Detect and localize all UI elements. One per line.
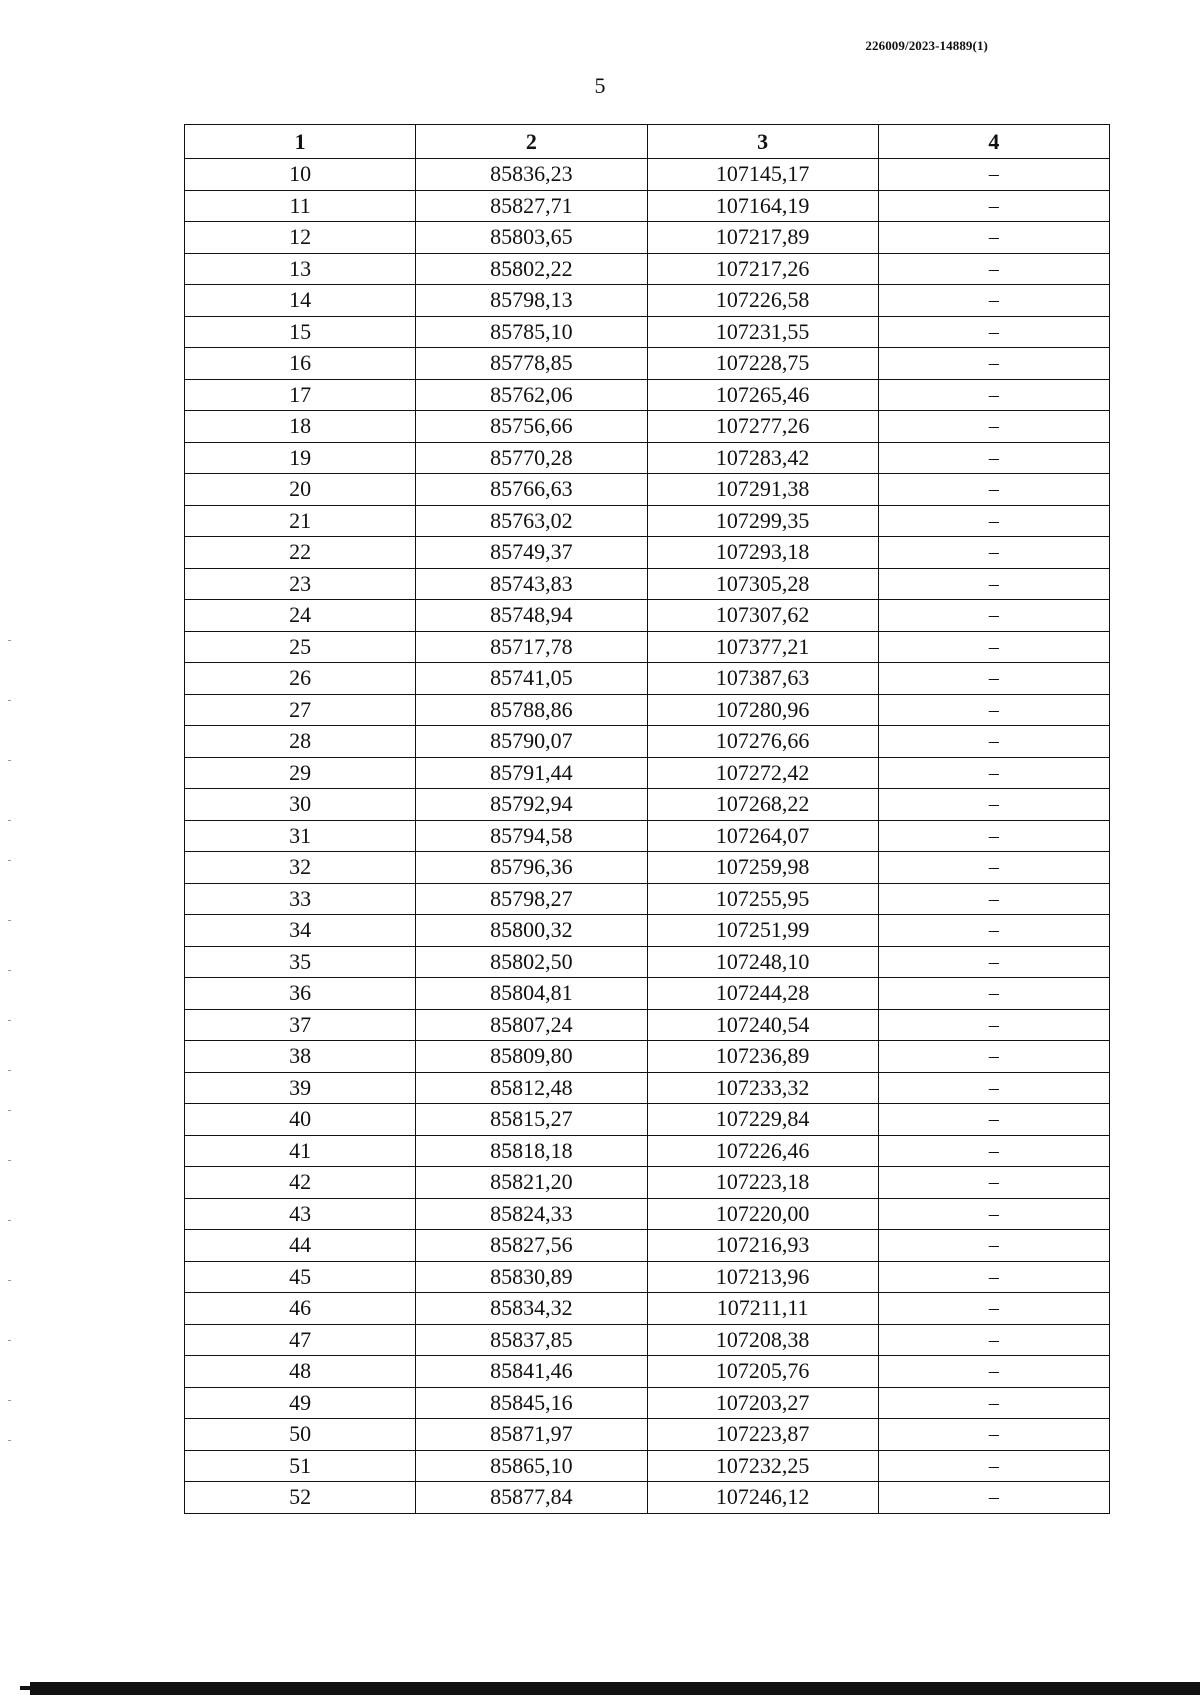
cell-point-number: 49 <box>185 1387 416 1419</box>
table-row <box>185 1261 1110 1293</box>
cell-x-coordinate: 85804,81 <box>416 978 647 1010</box>
cell-x-coordinate: 85791,44 <box>416 757 647 789</box>
scan-dot <box>8 970 11 971</box>
cell-note: – <box>878 600 1109 632</box>
cell-point-number: 18 <box>185 411 416 443</box>
cell-y-coordinate: 107226,58 <box>647 285 878 317</box>
cell-y-coordinate: 107293,18 <box>647 537 878 569</box>
column-header-1: 1 <box>185 125 416 159</box>
cell-y-coordinate: 107233,32 <box>647 1072 878 1104</box>
table-row <box>185 1104 1110 1136</box>
cell-note: – <box>878 883 1109 915</box>
cell-point-number: 19 <box>185 442 416 474</box>
cell-note: – <box>878 1419 1109 1451</box>
cell-point-number: 37 <box>185 1009 416 1041</box>
cell-note: – <box>878 474 1109 506</box>
cell-point-number: 31 <box>185 820 416 852</box>
cell-y-coordinate: 107305,28 <box>647 568 878 600</box>
scan-dot <box>8 1280 11 1281</box>
cell-point-number: 32 <box>185 852 416 884</box>
cell-y-coordinate: 107377,21 <box>647 631 878 663</box>
cell-x-coordinate: 85798,13 <box>416 285 647 317</box>
table-row <box>185 1072 1110 1104</box>
cell-note: – <box>878 663 1109 695</box>
cell-x-coordinate: 85790,07 <box>416 726 647 758</box>
cell-note: – <box>878 159 1109 191</box>
cell-x-coordinate: 85827,56 <box>416 1230 647 1262</box>
cell-x-coordinate: 85834,32 <box>416 1293 647 1325</box>
cell-note: – <box>878 568 1109 600</box>
cell-y-coordinate: 107291,38 <box>647 474 878 506</box>
cell-x-coordinate: 85865,10 <box>416 1450 647 1482</box>
cell-note: – <box>878 978 1109 1010</box>
cell-x-coordinate: 85802,50 <box>416 946 647 978</box>
cell-point-number: 48 <box>185 1356 416 1388</box>
scan-dot <box>8 920 11 921</box>
cell-y-coordinate: 107216,93 <box>647 1230 878 1262</box>
table-row <box>185 568 1110 600</box>
table-row <box>185 1198 1110 1230</box>
cell-point-number: 43 <box>185 1198 416 1230</box>
cell-y-coordinate: 107240,54 <box>647 1009 878 1041</box>
cell-point-number: 23 <box>185 568 416 600</box>
scan-dot <box>8 1440 11 1441</box>
cell-y-coordinate: 107272,42 <box>647 757 878 789</box>
table-row <box>185 820 1110 852</box>
cell-note: – <box>878 694 1109 726</box>
cell-y-coordinate: 107264,07 <box>647 820 878 852</box>
table-row <box>185 1041 1110 1073</box>
cell-point-number: 17 <box>185 379 416 411</box>
cell-point-number: 14 <box>185 285 416 317</box>
cell-y-coordinate: 107203,27 <box>647 1387 878 1419</box>
cell-point-number: 40 <box>185 1104 416 1136</box>
column-header-2: 2 <box>416 125 647 159</box>
cell-x-coordinate: 85818,18 <box>416 1135 647 1167</box>
cell-y-coordinate: 107246,12 <box>647 1482 878 1514</box>
table-row <box>185 505 1110 537</box>
cell-note: – <box>878 1167 1109 1199</box>
cell-y-coordinate: 107248,10 <box>647 946 878 978</box>
cell-point-number: 52 <box>185 1482 416 1514</box>
cell-y-coordinate: 107164,19 <box>647 190 878 222</box>
cell-y-coordinate: 107213,96 <box>647 1261 878 1293</box>
scan-dot <box>8 700 11 701</box>
cell-point-number: 36 <box>185 978 416 1010</box>
cell-x-coordinate: 85717,78 <box>416 631 647 663</box>
cell-point-number: 51 <box>185 1450 416 1482</box>
cell-x-coordinate: 85766,63 <box>416 474 647 506</box>
cell-y-coordinate: 107255,95 <box>647 883 878 915</box>
table-row <box>185 222 1110 254</box>
cell-point-number: 16 <box>185 348 416 380</box>
cell-x-coordinate: 85800,32 <box>416 915 647 947</box>
cell-y-coordinate: 107223,87 <box>647 1419 878 1451</box>
cell-point-number: 10 <box>185 159 416 191</box>
cell-y-coordinate: 107228,75 <box>647 348 878 380</box>
cell-y-coordinate: 107145,17 <box>647 159 878 191</box>
cell-note: – <box>878 1324 1109 1356</box>
cell-x-coordinate: 85845,16 <box>416 1387 647 1419</box>
cell-x-coordinate: 85794,58 <box>416 820 647 852</box>
cell-note: – <box>878 1104 1109 1136</box>
cell-x-coordinate: 85807,24 <box>416 1009 647 1041</box>
cell-y-coordinate: 107268,22 <box>647 789 878 821</box>
table-row <box>185 348 1110 380</box>
cell-y-coordinate: 107387,63 <box>647 663 878 695</box>
cell-y-coordinate: 107220,00 <box>647 1198 878 1230</box>
cell-note: – <box>878 222 1109 254</box>
scan-dot <box>8 1110 11 1111</box>
cell-note: – <box>878 1261 1109 1293</box>
scan-bottom-bar <box>30 1682 1200 1695</box>
cell-y-coordinate: 107217,26 <box>647 253 878 285</box>
cell-note: – <box>878 505 1109 537</box>
table-row <box>185 316 1110 348</box>
scan-dot <box>8 820 11 821</box>
cell-x-coordinate: 85741,05 <box>416 663 647 695</box>
cell-y-coordinate: 107283,42 <box>647 442 878 474</box>
cell-x-coordinate: 85798,27 <box>416 883 647 915</box>
cell-x-coordinate: 85821,20 <box>416 1167 647 1199</box>
cell-y-coordinate: 107231,55 <box>647 316 878 348</box>
cell-y-coordinate: 107236,89 <box>647 1041 878 1073</box>
column-header-3: 3 <box>647 125 878 159</box>
cell-note: – <box>878 1041 1109 1073</box>
cell-point-number: 35 <box>185 946 416 978</box>
cell-note: – <box>878 190 1109 222</box>
cell-point-number: 30 <box>185 789 416 821</box>
cell-point-number: 39 <box>185 1072 416 1104</box>
table-row <box>185 159 1110 191</box>
cell-x-coordinate: 85749,37 <box>416 537 647 569</box>
cell-point-number: 38 <box>185 1041 416 1073</box>
scan-dot <box>8 1400 11 1401</box>
cell-point-number: 50 <box>185 1419 416 1451</box>
scan-dot <box>8 760 11 761</box>
cell-x-coordinate: 85812,48 <box>416 1072 647 1104</box>
cell-x-coordinate: 85827,71 <box>416 190 647 222</box>
cell-x-coordinate: 85743,83 <box>416 568 647 600</box>
table-row <box>185 1387 1110 1419</box>
cell-note: – <box>878 1482 1109 1514</box>
table-row <box>185 379 1110 411</box>
table-row <box>185 631 1110 663</box>
cell-y-coordinate: 107229,84 <box>647 1104 878 1136</box>
cell-point-number: 28 <box>185 726 416 758</box>
coordinates-table <box>184 124 1110 1514</box>
table-row <box>185 1135 1110 1167</box>
cell-y-coordinate: 107299,35 <box>647 505 878 537</box>
cell-x-coordinate: 85803,65 <box>416 222 647 254</box>
cell-y-coordinate: 107307,62 <box>647 600 878 632</box>
cell-point-number: 46 <box>185 1293 416 1325</box>
scan-dot <box>8 1020 11 1021</box>
cell-note: – <box>878 726 1109 758</box>
cell-x-coordinate: 85809,80 <box>416 1041 647 1073</box>
cell-y-coordinate: 107251,99 <box>647 915 878 947</box>
cell-x-coordinate: 85785,10 <box>416 316 647 348</box>
cell-point-number: 34 <box>185 915 416 947</box>
table-row <box>185 946 1110 978</box>
cell-x-coordinate: 85762,06 <box>416 379 647 411</box>
cell-y-coordinate: 107217,89 <box>647 222 878 254</box>
cell-note: – <box>878 1387 1109 1419</box>
cell-x-coordinate: 85788,86 <box>416 694 647 726</box>
table-row <box>185 1419 1110 1451</box>
cell-y-coordinate: 107208,38 <box>647 1324 878 1356</box>
cell-point-number: 42 <box>185 1167 416 1199</box>
table-row <box>185 537 1110 569</box>
table-row <box>185 789 1110 821</box>
cell-point-number: 21 <box>185 505 416 537</box>
table-row <box>185 1450 1110 1482</box>
cell-note: – <box>878 1135 1109 1167</box>
cell-note: – <box>878 1356 1109 1388</box>
table-header-row <box>185 125 1110 159</box>
cell-point-number: 12 <box>185 222 416 254</box>
cell-point-number: 15 <box>185 316 416 348</box>
table-row <box>185 978 1110 1010</box>
cell-point-number: 24 <box>185 600 416 632</box>
cell-point-number: 33 <box>185 883 416 915</box>
cell-x-coordinate: 85770,28 <box>416 442 647 474</box>
cell-y-coordinate: 107244,28 <box>647 978 878 1010</box>
cell-note: – <box>878 946 1109 978</box>
document-id: 226009/2023-14889(1) <box>865 38 988 53</box>
cell-point-number: 22 <box>185 537 416 569</box>
column-header-4: 4 <box>878 125 1109 159</box>
cell-x-coordinate: 85837,85 <box>416 1324 647 1356</box>
table-row <box>185 694 1110 726</box>
table-row <box>185 852 1110 884</box>
cell-x-coordinate: 85871,97 <box>416 1419 647 1451</box>
cell-y-coordinate: 107265,46 <box>647 379 878 411</box>
table-row <box>185 411 1110 443</box>
page-number: 5 <box>594 73 606 98</box>
cell-x-coordinate: 85815,27 <box>416 1104 647 1136</box>
cell-note: – <box>878 915 1109 947</box>
cell-point-number: 13 <box>185 253 416 285</box>
cell-note: – <box>878 442 1109 474</box>
cell-x-coordinate: 85763,02 <box>416 505 647 537</box>
cell-x-coordinate: 85802,22 <box>416 253 647 285</box>
cell-x-coordinate: 85756,66 <box>416 411 647 443</box>
table-row <box>185 757 1110 789</box>
cell-note: – <box>878 757 1109 789</box>
scan-dot <box>8 860 11 861</box>
cell-point-number: 20 <box>185 474 416 506</box>
cell-y-coordinate: 107226,46 <box>647 1135 878 1167</box>
table-row <box>185 1009 1110 1041</box>
cell-point-number: 26 <box>185 663 416 695</box>
cell-y-coordinate: 107280,96 <box>647 694 878 726</box>
scan-dot <box>8 1160 11 1161</box>
table-row <box>185 600 1110 632</box>
scan-dot <box>8 1340 11 1341</box>
cell-x-coordinate: 85830,89 <box>416 1261 647 1293</box>
scan-dot <box>8 1220 11 1221</box>
cell-x-coordinate: 85778,85 <box>416 348 647 380</box>
coordinates-table-container <box>184 124 1110 1514</box>
cell-x-coordinate: 85841,46 <box>416 1356 647 1388</box>
cell-note: – <box>878 253 1109 285</box>
table-row <box>185 442 1110 474</box>
cell-y-coordinate: 107259,98 <box>647 852 878 884</box>
cell-y-coordinate: 107277,26 <box>647 411 878 443</box>
cell-note: – <box>878 1230 1109 1262</box>
cell-y-coordinate: 107211,11 <box>647 1293 878 1325</box>
cell-x-coordinate: 85792,94 <box>416 789 647 821</box>
table-row <box>185 285 1110 317</box>
table-row <box>185 253 1110 285</box>
table-row <box>185 1230 1110 1262</box>
cell-y-coordinate: 107232,25 <box>647 1450 878 1482</box>
cell-x-coordinate: 85824,33 <box>416 1198 647 1230</box>
scan-dot <box>8 640 11 641</box>
cell-note: – <box>878 537 1109 569</box>
cell-note: – <box>878 411 1109 443</box>
cell-note: – <box>878 820 1109 852</box>
cell-note: – <box>878 285 1109 317</box>
table-row <box>185 1324 1110 1356</box>
cell-x-coordinate: 85796,36 <box>416 852 647 884</box>
cell-note: – <box>878 316 1109 348</box>
cell-point-number: 27 <box>185 694 416 726</box>
cell-y-coordinate: 107276,66 <box>647 726 878 758</box>
cell-point-number: 47 <box>185 1324 416 1356</box>
cell-note: – <box>878 1072 1109 1104</box>
cell-note: – <box>878 1198 1109 1230</box>
cell-note: – <box>878 852 1109 884</box>
cell-y-coordinate: 107223,18 <box>647 1167 878 1199</box>
cell-x-coordinate: 85877,84 <box>416 1482 647 1514</box>
cell-note: – <box>878 1293 1109 1325</box>
scan-dot <box>8 1070 11 1071</box>
cell-y-coordinate: 107205,76 <box>647 1356 878 1388</box>
table-row <box>185 1482 1110 1514</box>
table-row <box>185 1167 1110 1199</box>
table-row <box>185 1356 1110 1388</box>
cell-note: – <box>878 1450 1109 1482</box>
table-row <box>185 726 1110 758</box>
cell-point-number: 11 <box>185 190 416 222</box>
table-row <box>185 474 1110 506</box>
cell-note: – <box>878 631 1109 663</box>
scan-margin-marks <box>8 640 12 1540</box>
table-row <box>185 190 1110 222</box>
cell-note: – <box>878 789 1109 821</box>
cell-note: – <box>878 379 1109 411</box>
table-row <box>185 915 1110 947</box>
cell-point-number: 25 <box>185 631 416 663</box>
table-row <box>185 663 1110 695</box>
cell-point-number: 44 <box>185 1230 416 1262</box>
cell-point-number: 29 <box>185 757 416 789</box>
cell-x-coordinate: 85836,23 <box>416 159 647 191</box>
cell-point-number: 41 <box>185 1135 416 1167</box>
cell-note: – <box>878 1009 1109 1041</box>
cell-x-coordinate: 85748,94 <box>416 600 647 632</box>
cell-note: – <box>878 348 1109 380</box>
table-row <box>185 1293 1110 1325</box>
table-body <box>185 159 1110 1514</box>
cell-point-number: 45 <box>185 1261 416 1293</box>
table-row <box>185 883 1110 915</box>
